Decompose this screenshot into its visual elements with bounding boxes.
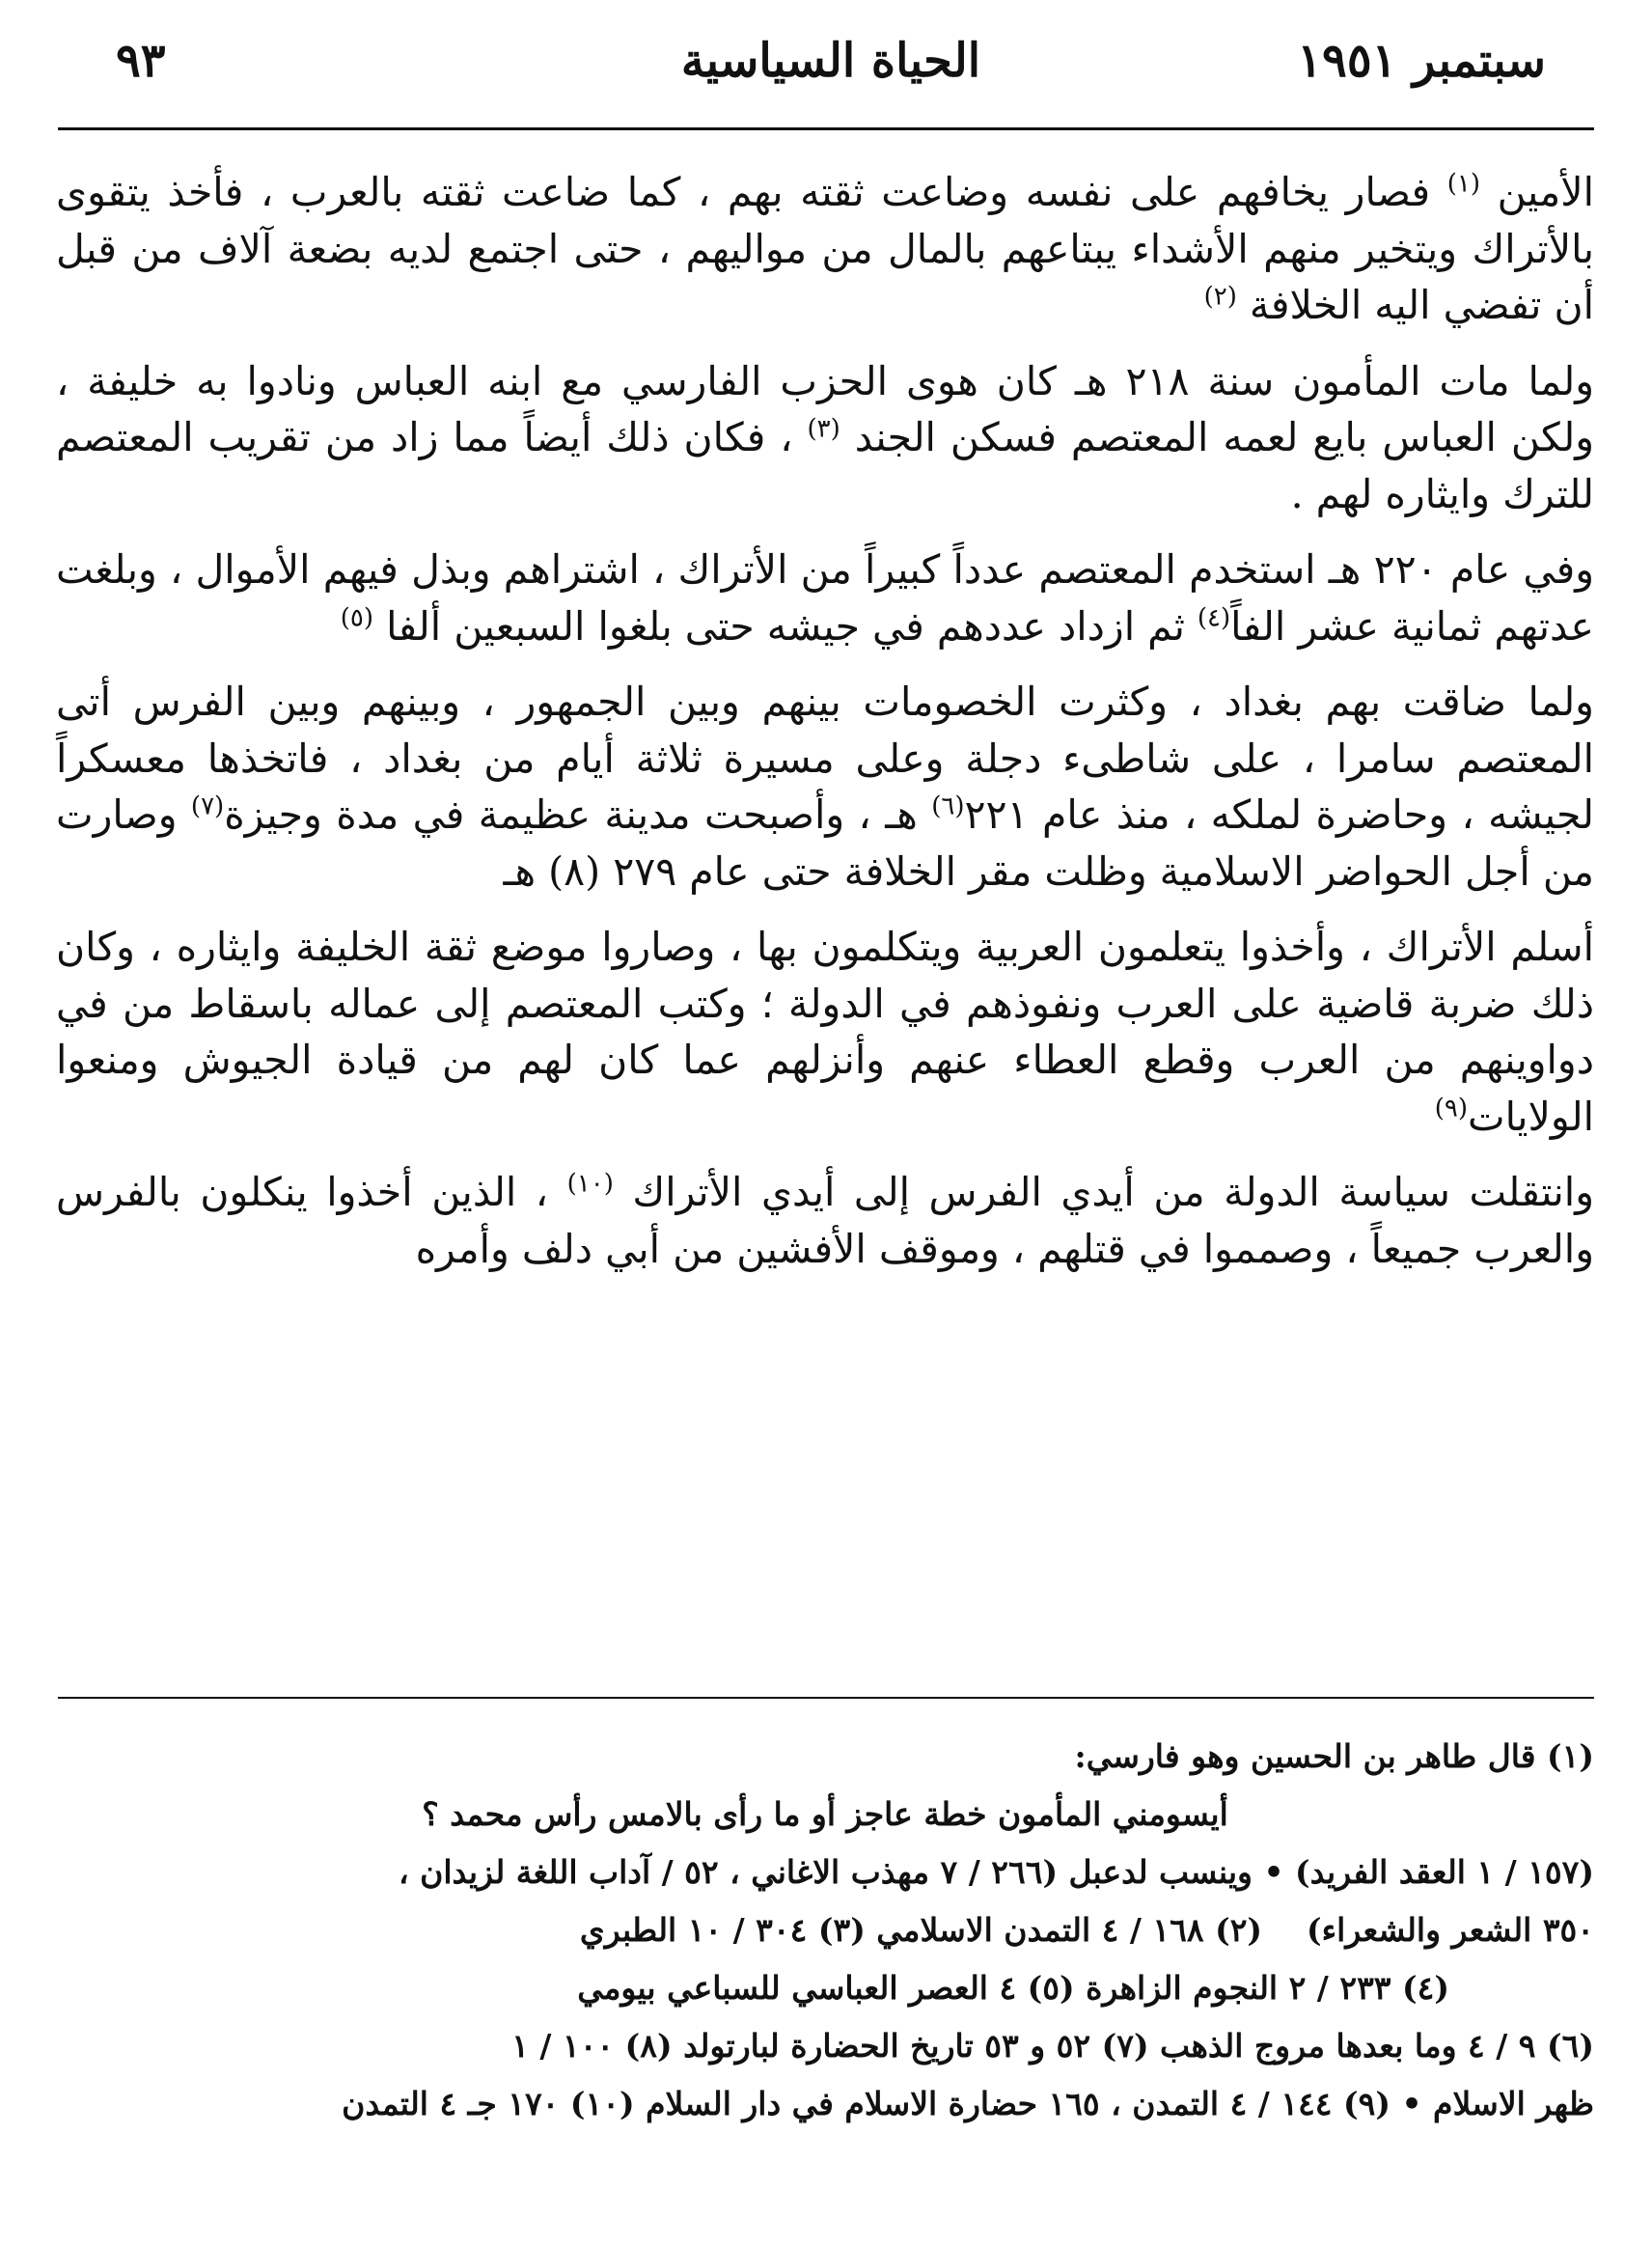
footnotes: [56, 1728, 1594, 2133]
footnote-ref: (٥): [340, 602, 374, 632]
paragraph: وانتقلت سياسة الدولة من أيدي الفرس إلى أيدي الأتراك $^{(١٠)}$ ، الذين أخذوا ينكلون بالفرس والعرب جميعاً ، وصمموا في قتلهم ، وموقف الأفشين من أبي دلف وأمره: [56, 1169, 1594, 1272]
issue-date: سبتمبر ١٩٥١: [1297, 34, 1546, 88]
page-number: ٩٣: [116, 34, 166, 88]
paragraph: ولما مات المأمون سنة ٢١٨ هـ كان هوى الحزب الفارسي مع ابنه العباس ونادوا به خليفة ، ولكن العباس بايع لعمه المعتصم فسكن الجند $^{(٣)}$ ، فكان ذلك أيضاً مما زاد من تقريب المعتصم للترك وايثاره لهم .: [56, 357, 1594, 517]
footnote-4-5: (٤) ٢٣٣ / ٢ النجوم الزاهرة (٥) ٤ العصر العباسي للسباعي بيومي: [577, 1969, 1449, 2007]
footnote-ref: (٤): [1197, 602, 1231, 632]
footnote-ref: (٩): [1434, 1093, 1469, 1123]
footnote-ref: (١): [1446, 169, 1481, 199]
footnote-rule: [58, 1697, 1594, 1699]
paragraph: ولما ضاقت بهم بغداد ، وكثرت الخصومات بينهم وبين الجمهور ، وبينهم وبين الفرس أتى المعتصم سامرا ، على شاطىء دجلة وعلى مسيرة ثلاثة أيام من بغداد ، فاتخذها معسكراً لجيشه ، وحاضرة لملكه ، منذ عام ٢٢١$^{(٦)}$ هـ ، وأصبحت مدينة عظيمة في مدة وجيزة$^{(٧)}$ وصارت من أجل الحواضر الاسلامية وظلت مقر الخلافة حتى عام ٢٧٩ (٨) هـ: [56, 679, 1594, 895]
footnote-ref: (١٠): [566, 1169, 614, 1199]
paragraph: الأمين $^{(١)}$ فصار يخافهم على نفسه وضاعت ثقته بهم ، كما ضاعت ثقته بالعرب ، فأخذ يتقوى بالأتراك ويتخير منهم الأشداء يبتاعهم بالمال من مواليهم ، حتى اجتمع لديه بضعة آلاف من قبل أن تفضي اليه الخلافة $^{(٢)}$: [56, 169, 1594, 328]
footnote-6-8: (٦) ٩ / ٤ وما بعدها مروج الذهب (٧) ٥٢ و ٥٣ تاريخ الحضارة لبارتولد (٨) ١٠٠ / ١: [511, 2027, 1594, 2065]
footnote-ref: (٣): [807, 414, 840, 444]
paragraph: أسلم الأتراك ، وأخذوا يتعلمون العربية ويتكلمون بها ، وصاروا موضع ثقة الخليفة وايثاره ، وكان ذلك ضربة قاضية على العرب ونفوذهم في الدولة ؛ وكتب المعتصم إلى عماله باسقاط من في دواوينهم من العرب وقطع العطاء عنهم وأنزلهم عما كان لهم من قيادة الجيوش ومنعوا الولايات$^{(٩)}$: [56, 924, 1594, 1140]
footnote-2-3: (٢) ١٦٨ / ٤ التمدن الاسلامي (٣) ٣٠٤ / ١٠ الطبري: [579, 1911, 1263, 1949]
running-title: الحياة السياسية: [680, 34, 981, 88]
footnote-ref: (٧): [190, 791, 225, 821]
header-rule: [58, 127, 1594, 130]
footnote-ref: (٢): [1203, 282, 1237, 312]
footnote-1-poem: أيسومني المأمون خطة عاجز أو ما رأى بالامس رأس محمد ؟: [422, 1795, 1228, 1833]
footnote-1-refs: (١٥٧ / ١ العقد الفريد) • وينسب لدعبل (٢٦٦ / ٧ مهذب الاغاني ، ٥٢ / آداب اللغة لزيدان ،: [398, 1853, 1594, 1891]
footnote-1-intro: (١) قال طاهر بن الحسين وهو فارسي:: [1074, 1737, 1594, 1775]
page-header: [116, 27, 1546, 95]
body-text: [56, 164, 1594, 1296]
footnote-1-refs-cont: ٣٥٠ الشعر والشعراء) (٢) ١٦٨ / ٤ التمدن الاسلامي (٣) ٣٠٤ / ١٠ الطبري: [579, 1911, 1594, 1949]
footnote-ref: (٦): [931, 791, 965, 821]
footnote-9-10: ظهر الاسلام • (٩) ١٤٤ / ٤ التمدن ، ١٦٥ حضارة الاسلام في دار السلام (١٠) ١٧٠ جـ ٤ التمدن: [342, 2085, 1594, 2122]
paragraph: وفي عام ٢٢٠ هـ استخدم المعتصم عدداً كبيراً من الأتراك ، اشتراهم وبذل فيهم الأموال ، وبلغت عدتهم ثمانية عشر الفاً$^{(٤)}$ ثم ازداد عددهم في جيشه حتى بلغوا السبعين ألفا $^{(٥)}$: [56, 546, 1594, 650]
